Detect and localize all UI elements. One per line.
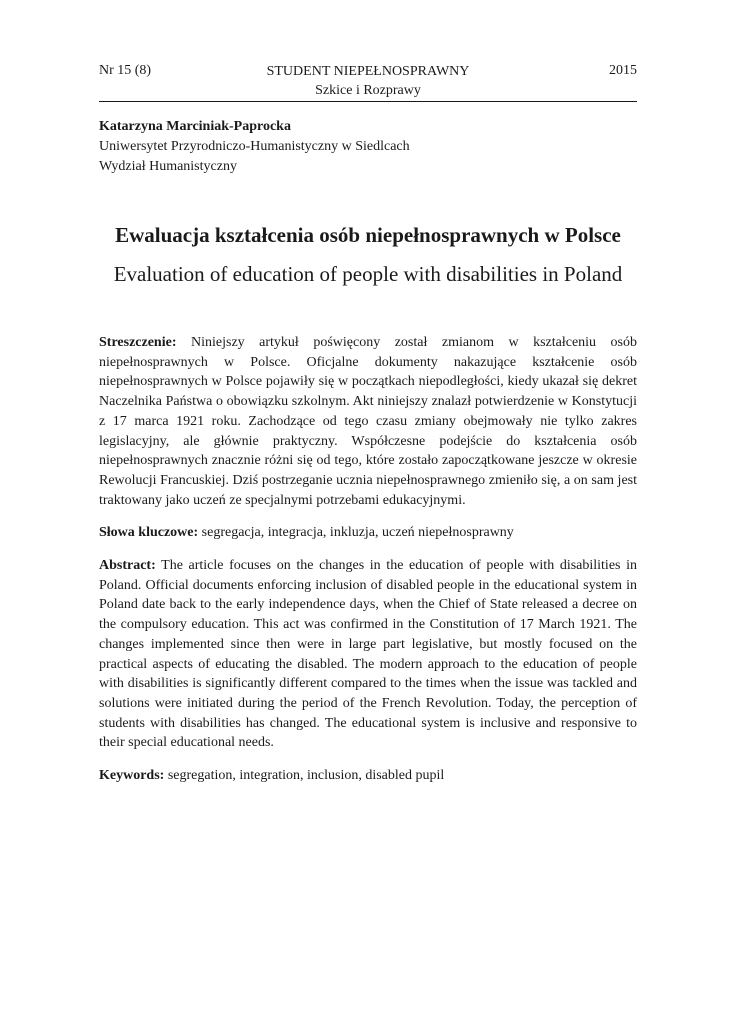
publication-year: 2015 [609, 63, 637, 78]
running-header [99, 62, 637, 102]
issue-number: Nr 15 (8) [99, 63, 152, 78]
author-block [99, 117, 637, 177]
title-english: Evaluation of education of people with disabilities in Poland [113, 262, 623, 286]
header-rule [99, 101, 637, 102]
abstract-polish-text: Niniejszy artykuł poświęcony został zmianom w kształceniu osób niepełnosprawnych w Polsce. Oficjalne dokumenty nakazujące kształcenie osób niepełnosprawnych w Polsce pojawiły się w początkach niepodległości, kiedy ukazał się dekret Naczelnika Państwa o obowiązku szkolnym. Akt niniejszy znalazł potwierdzenie w Konstytucji z 17 marca 1921 roku. Zachodzące od tego czasu zmiany obejmowały nie tylko zakres legislacyjny, ale głównie praktyczny. Współczesne podejście do kształcenia osób niepełnosprawnych znacznie różni się od tego, które zostało zapoczątkowane jeszcze w okresie Rewolucji Francuskiej. Dziś postrzeganie ucznia niepełnosprawnego zmieniło się, a on sam jest traktowany jako uczeń ze specjalnymi potrzebami edukacyjnymi. [99, 335, 637, 508]
abstract-english [99, 556, 637, 753]
author-affiliation-university: Uniwersytet Przyrodniczo-Humanistyczny w Siedlcach [99, 139, 410, 154]
keywords-polish-label: Słowa kluczowe: [99, 525, 199, 541]
journal-heading [99, 62, 637, 100]
keywords-english-label: Keywords: [99, 768, 165, 784]
abstract-polish [99, 333, 637, 510]
author-affiliation-faculty: Wydział Humanistyczny [99, 159, 237, 174]
abstract-english-text: The article focuses on the changes in the education of people with disabilities in Poland. Official documents enforcing inclusion of disabled people in the educational system in Poland date back to the early independence days, when the Chief of State released a decree on the compulsory education. This act was confirmed in the Constitution of 17 March 1921. The changes implemented since then were in large part legislative, but mostly focused on the practical aspects of educating the disabled. The modern approach to the education of people with disabilities is significantly different compared to the times when the issue was tackled and solutions were initiated during the period of the French Revolution. Today, the perception of students with disabilities has changed. The educational system is inclusive and responsive to their special educational needs. [99, 558, 637, 751]
abstract-english-label: Abstract: [99, 558, 156, 574]
journal-page [99, 0, 637, 786]
keywords-polish-text: segregacja, integracja, inkluzja, uczeń niepełnosprawny [201, 525, 514, 541]
keywords-english-text: segregation, integration, inclusion, disabled pupil [167, 768, 445, 784]
title-polish: Ewaluacja kształcenia osób niepełnosprawnych w Polsce [115, 223, 621, 247]
keywords-polish [99, 523, 637, 543]
abstract-polish-label: Streszczenie: [99, 335, 177, 350]
keywords-english [99, 766, 637, 786]
journal-section: Szkice i Rozprawy [315, 83, 421, 98]
journal-title: STUDENT NIEPEŁNOSPRAWNY [266, 64, 470, 79]
author-name: Katarzyna Marciniak-Paprocka [99, 119, 291, 134]
